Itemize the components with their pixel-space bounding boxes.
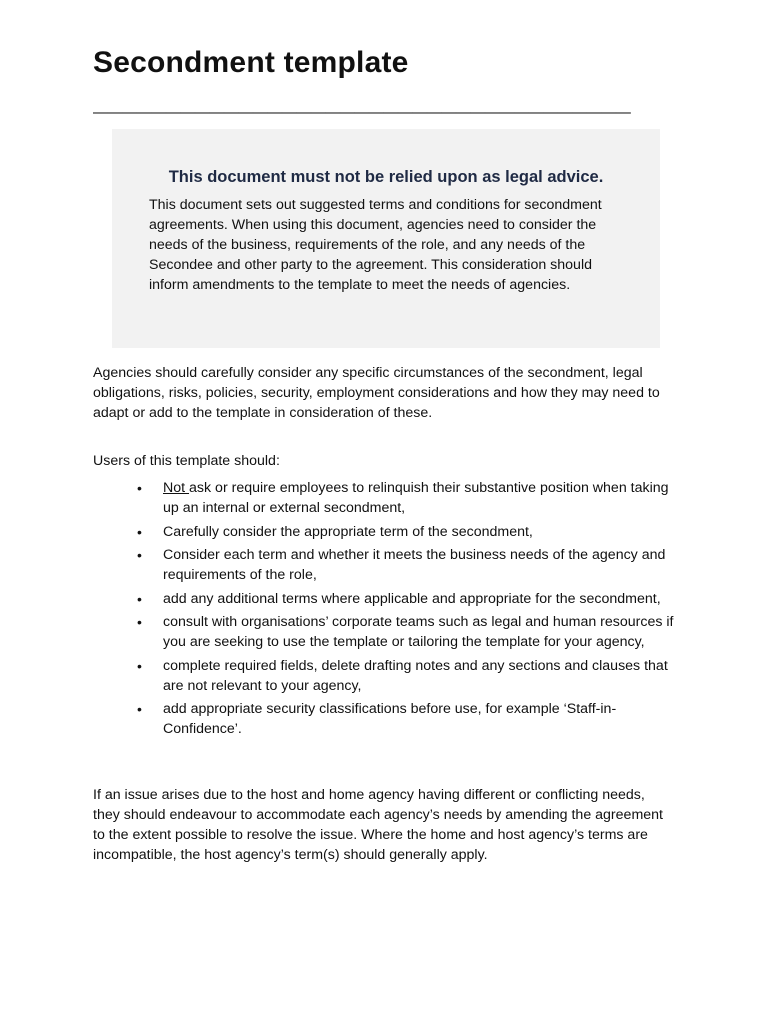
list-item-text: complete required fields, delete drafting notes and any sections and clauses that are not relevant to your agency,	[163, 657, 668, 694]
list-item	[93, 478, 683, 518]
intro-paragraph: Agencies should carefully consider any specific circumstances of the secondment, legal obligations, risks, policies, security, employment considerations and how they may need to adapt or add to the template in consideration of these.	[93, 365, 660, 421]
disclaimer-body: This document sets out suggested terms and conditions for secondment agreements. When using this document, agencies need to consider the needs of the business, requirements of the role, and any needs of the Secondee and other party to the agreement. This consideration should inform amendments to the template to meet the needs of agencies.	[149, 197, 602, 293]
list-item-text: ask or require employees to relinquish their substantive position when taking up an internal or external secondment,	[163, 480, 669, 516]
list-item	[93, 656, 683, 696]
list-item	[93, 612, 683, 652]
list-item	[93, 545, 683, 585]
bullet-icon: •	[137, 614, 142, 630]
list-item	[93, 699, 683, 739]
underlined-emphasis: Not	[163, 480, 190, 496]
list-item-text: Consider each term and whether it meets the business needs of the agency and requirements of the role,	[163, 547, 666, 583]
title-underline-rule: _____________________________________	[93, 86, 631, 116]
bullet-icon: •	[137, 590, 142, 607]
page-title: Secondment template	[93, 46, 409, 79]
bullet-icon: •	[137, 657, 142, 674]
list-item-text: add any additional terms where applicable and appropriate for the secondment,	[163, 590, 661, 607]
closing-paragraph: If an issue arises due to the host and home agency having different or conflicting needs, they should endeavour to accommodate each agency’s needs by amending the agreement to the extent possible to resolve the issue. Where the home and host agency’s terms are incompatible, the host agency’s term(s) should generally apply.	[93, 787, 663, 863]
list-item-text: consult with organisations’ corporate teams such as legal and human resources if you are seeking to use the template or tailoring the template for your agency,	[163, 614, 674, 650]
list-item-text: Carefully consider the appropriate term of the secondment,	[163, 523, 533, 540]
bullet-icon: •	[137, 480, 142, 496]
bullet-icon: •	[137, 523, 142, 540]
bullet-icon: •	[137, 547, 142, 563]
list-item-text: add appropriate security classifications before use, for example ‘Staff-in-Confidence’.	[163, 701, 617, 737]
guidance-bullet-list	[93, 478, 683, 743]
list-item	[93, 522, 683, 542]
disclaimer-box	[112, 129, 660, 348]
bullet-icon: •	[137, 701, 142, 717]
list-item	[93, 589, 683, 609]
users-lead-paragraph: Users of this template should:	[93, 453, 280, 469]
disclaimer-heading: This document must not be relied upon as legal advice.	[168, 168, 604, 186]
